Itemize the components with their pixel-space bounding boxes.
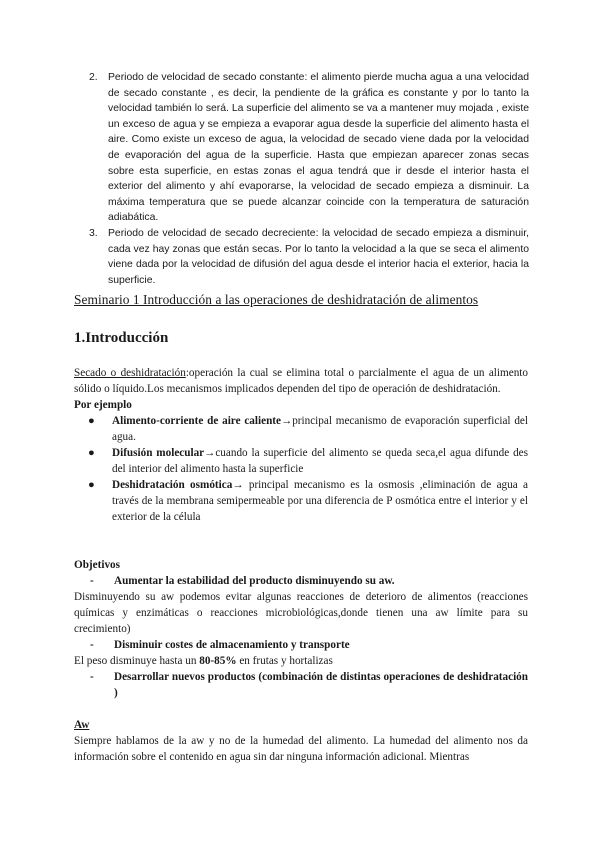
example-text: principal mecanismo es la osmosis ,eliminación de agua a través de la membrana semipermeable por una diferencia de P osmótica entre el interior y el exterior de la célula	[112, 479, 528, 523]
objective-text-part: El peso disminuye hasta un	[74, 655, 200, 667]
list-item	[89, 70, 529, 226]
objective-text: Disminuyendo su aw podemos evitar algunas reacciones de deterioro de alimentos (reacciones químicas y enzimáticas o reacciones microbiológicas,donde tienen una aw límite para su crecimiento)	[74, 591, 528, 635]
list-text: Periodo de velocidad de secado constante: el alimento pierde mucha agua a una velocidad de secado constante , es decir, la pendiente de la gráfica es constante y por lo tanto la velocidad también lo será. La superficie del alimento se va a mantener muy mojada , existe un exceso de agua y se empieza a evaporar agua desde la superficie del alimento hasta el aire. Como existe un exceso de agua, la velocidad de secado viene dada por la velocidad de evaporación del agua de la superficie. Hasta que empiezan aparecer zonas secas sobre esta superficie, en estas zonas el agua tendrá que ir desde el interior hasta el exterior del alimento y ahí evaporarse, la velocidad de secado empieza a disminuir. La máxima temperatura que se puede alcanzar coincide con la temperatura de saturación adiabática.	[108, 72, 529, 224]
objective-percentage: 80-85%	[199, 655, 237, 667]
list-text: Periodo de velocidad de secado decreciente: la velocidad de secado empieza a disminuir, cada vez hay zonas que están secas. Por lo tanto la velocidad a la que se seca el alimento viene dada por la velocidad de difusión del agua desde el interior hacia el exterior, hacia la superficie.	[108, 227, 529, 286]
dash-marker: -	[90, 639, 94, 651]
objective-title	[74, 573, 528, 589]
objective-title	[74, 669, 528, 701]
list-item	[89, 226, 529, 288]
aw-text: Siempre hablamos de la aw y no de la humedad del alimento. La humedad del alimento nos da información sobre el contenido en agua sin dar ninguna información adicional. Mientras	[74, 735, 528, 763]
list-item	[74, 445, 528, 477]
list-item	[74, 413, 528, 445]
objective-title-text: Desarrollar nuevos productos (combinación de distintas operaciones de deshidratación )	[114, 671, 528, 699]
aw-heading: Aw	[74, 719, 90, 731]
list-number: 3.	[89, 227, 98, 239]
objectives-heading: Objetivos	[74, 559, 120, 571]
list-number: 2.	[89, 72, 98, 83]
examples-list	[74, 413, 528, 525]
intro-text: :operación la cual se elimina total o parcialmente el agua de un alimento sólido o líquido.Los mecanismos implicados dependen del tipo de operación de deshidratación.	[74, 367, 528, 395]
examples-heading: Por ejemplo	[74, 399, 132, 411]
dash-marker: -	[90, 575, 94, 587]
objective-title	[74, 637, 528, 653]
objective-title-text: Disminuir costes de almacenamiento y transporte	[114, 639, 350, 651]
drying-periods-list	[89, 70, 529, 288]
intro-term: Secado o deshidratación	[74, 367, 186, 379]
objective-title-text: Aumentar la estabilidad del producto disminuyendo su aw.	[114, 575, 395, 587]
dash-marker: -	[90, 671, 94, 683]
example-term: Alimento-corriente de aire caliente	[112, 415, 281, 427]
example-text: →cuando la superficie del alimento se queda seca,el agua difunde des del interior del alimento hasta la superficie	[112, 447, 528, 475]
intro-paragraph	[74, 365, 528, 525]
bullet-icon: ●	[88, 447, 95, 459]
aw-section	[74, 717, 528, 765]
seminar-title: Seminario 1 Introducción a las operaciones de deshidratación de alimentos	[74, 292, 479, 307]
section-title: 1.Introducción	[74, 330, 169, 346]
objective-text-part: en frutas y hortalizas	[236, 655, 333, 667]
bullet-icon: ●	[88, 479, 95, 491]
example-term: Difusión molecular	[112, 447, 205, 459]
example-text: →principal mecanismo de evaporación superficial del agua.	[112, 415, 528, 443]
example-term: Deshidratación osmótica→	[112, 479, 244, 491]
list-item	[74, 477, 528, 525]
objective-text	[74, 653, 528, 669]
objectives-section	[74, 557, 528, 701]
bullet-icon: ●	[88, 415, 95, 427]
